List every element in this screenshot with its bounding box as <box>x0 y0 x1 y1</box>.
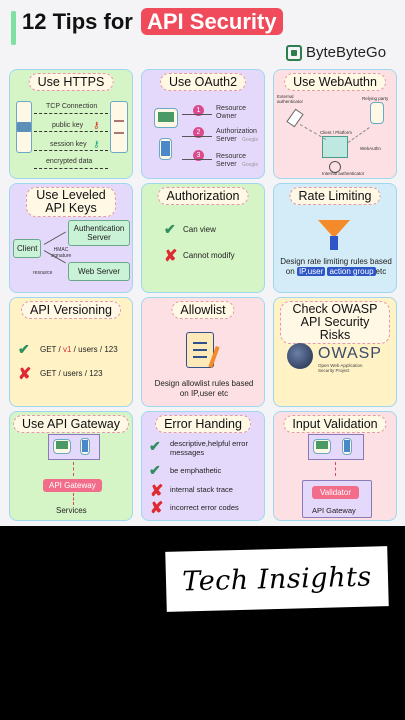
monitor-screen-icon <box>316 441 328 449</box>
label-authorization-server: Authorization Server <box>216 128 257 143</box>
label-resource: resource <box>33 270 53 276</box>
card-title: Use Leveled API Keys <box>26 187 116 217</box>
card-api-versioning <box>9 297 133 407</box>
card-authorization <box>141 183 265 293</box>
good-practice-1: descriptive,helpful error messages <box>170 439 248 457</box>
arrow-gateway-services <box>73 493 74 505</box>
api-gateway-label: API Gateway <box>312 506 356 515</box>
phone-screen-icon <box>82 440 88 452</box>
card-api-gateway <box>9 411 133 521</box>
card-title: Use WebAuthn <box>284 73 386 91</box>
bad-practice-1: internal stack trace <box>170 485 233 494</box>
clipboard-line-3 <box>193 356 207 358</box>
label-encrypted-data: encrypted data <box>46 158 93 165</box>
allowlist-desc: Design allowlist rules based on IP,user etc <box>154 379 254 398</box>
label-tcp-connection: TCP Connection <box>46 103 98 110</box>
rate-desc-ip-user: IP,user <box>298 267 324 276</box>
server-stack-icon <box>114 120 124 134</box>
tech-insights-banner <box>165 546 388 612</box>
label-cannot-modify: Cannot modify <box>183 251 235 260</box>
api-gateway-box: API Gateway <box>43 479 102 492</box>
arrow-step-1 <box>182 114 212 115</box>
rate-desc-etc: etc <box>375 267 387 276</box>
browser-screen-icon <box>17 122 31 132</box>
arrow-public-key <box>34 131 108 132</box>
phone-screen-icon <box>161 141 170 156</box>
cross-icon: ✘ <box>150 500 164 517</box>
arrow-step-3 <box>182 159 212 160</box>
card-error-handling <box>141 411 265 521</box>
web-server-box: Web Server <box>68 262 130 281</box>
versioned-endpoint <box>40 345 118 354</box>
label-can-view: Can view <box>183 225 216 234</box>
label-hmac-signature: HMAC signature <box>50 247 72 259</box>
good-practice-2: be emphathetic <box>170 466 222 475</box>
rate-desc-text: Design rate limiting rules based on <box>280 257 392 276</box>
card-title: Input Validation <box>283 415 386 433</box>
arrow-encrypted-data <box>34 168 108 169</box>
arrow-step-2 <box>182 136 212 137</box>
card-title: Rate Limiting <box>290 187 381 205</box>
versioned-prefix: GET / <box>40 345 61 354</box>
bytebytego-logo-icon <box>286 45 302 61</box>
label-internal-authenticator: Internal authenticator <box>322 171 365 176</box>
card-input-validation <box>273 411 397 521</box>
title-prefix: 12 Tips for <box>22 9 133 34</box>
brand <box>286 44 386 61</box>
label-session-key: session key <box>50 141 87 148</box>
card-use-oauth2 <box>141 69 265 179</box>
check-icon: ✔ <box>149 438 161 454</box>
label-client-platform: Client / Platform <box>320 130 353 135</box>
label-resource-server: Resource Server <box>216 153 246 168</box>
card-use-webauthn <box>273 69 397 179</box>
cross-icon: ✘ <box>18 366 32 383</box>
version-tag: v1 <box>62 345 72 354</box>
tech-insights-text: Tech Insights <box>181 561 373 597</box>
session-key-icon: ⚷ <box>93 139 100 149</box>
card-title: Use API Gateway <box>13 415 129 433</box>
owasp-logo-subtext: Open Web Application Security Project <box>318 363 363 373</box>
funnel-stem-icon <box>330 236 338 250</box>
arrow-client-auth <box>44 232 66 245</box>
step-1-badge: 1 <box>193 105 204 116</box>
title-accent-bar <box>11 11 16 45</box>
arrow-clients-validator <box>335 462 336 476</box>
arrow-tcp <box>34 113 108 114</box>
versioned-suffix: / users / 123 <box>73 345 118 354</box>
label-google-1: Google <box>242 137 259 143</box>
arrow-clients-gateway <box>73 462 74 476</box>
step-3-badge: 3 <box>193 150 204 161</box>
card-leveled-api-keys <box>9 183 133 293</box>
monitor-screen-icon <box>56 441 68 449</box>
check-icon: ✔ <box>149 462 161 478</box>
card-title: Use HTTPS <box>29 73 114 91</box>
bad-practice-2: incorrect error codes <box>170 503 239 512</box>
cross-icon: ✘ <box>164 248 178 265</box>
clipboard-line-1 <box>193 342 207 344</box>
key-icon: ⚷ <box>93 120 100 130</box>
client-box: Client <box>13 239 41 258</box>
phone-screen-icon <box>344 440 350 452</box>
card-title: API Versioning <box>21 301 121 319</box>
unversioned-endpoint: GET / users / 123 <box>40 369 103 378</box>
owasp-logo-text: OWASP <box>318 345 382 362</box>
clipboard-line-2 <box>193 349 207 351</box>
title-highlight: API Security <box>141 8 283 35</box>
owasp-logo-icon <box>287 343 313 369</box>
label-public-key: public key <box>52 122 84 129</box>
check-icon: ✔ <box>164 221 176 237</box>
card-title: Allowlist <box>171 301 234 319</box>
label-relying-party: Relying party <box>362 96 389 101</box>
card-title: Use OAuth2 <box>160 73 246 91</box>
card-rate-limiting <box>273 183 397 293</box>
cross-icon: ✘ <box>150 483 164 500</box>
card-owasp <box>273 297 397 407</box>
page-title <box>22 9 283 35</box>
check-icon: ✔ <box>18 341 30 357</box>
step-2-badge: 2 <box>193 127 204 138</box>
label-external-authenticator: External authenticator <box>277 94 304 104</box>
validator-box: Validator <box>312 486 359 499</box>
card-title: Error Handing <box>155 415 251 433</box>
arrow-session-key <box>34 150 108 151</box>
brand-name: ByteByteGo <box>306 44 387 61</box>
card-title: Authorization <box>158 187 249 205</box>
monitor-screen-icon <box>158 112 174 122</box>
card-allowlist <box>141 297 265 407</box>
relying-party-server-icon <box>370 102 384 124</box>
label-google-2: Google <box>242 162 259 168</box>
rate-limit-desc <box>280 257 392 277</box>
card-use-https <box>9 69 133 179</box>
label-webauthn: WebAuthn <box>360 146 381 151</box>
services-label: Services <box>56 506 87 515</box>
auth-server-box: Authentication Server <box>68 220 130 246</box>
rate-desc-action-group: action group <box>329 267 374 276</box>
card-title: Check OWASP API Security Risks <box>280 301 390 344</box>
label-resource-owner: Resource Owner <box>216 105 246 120</box>
